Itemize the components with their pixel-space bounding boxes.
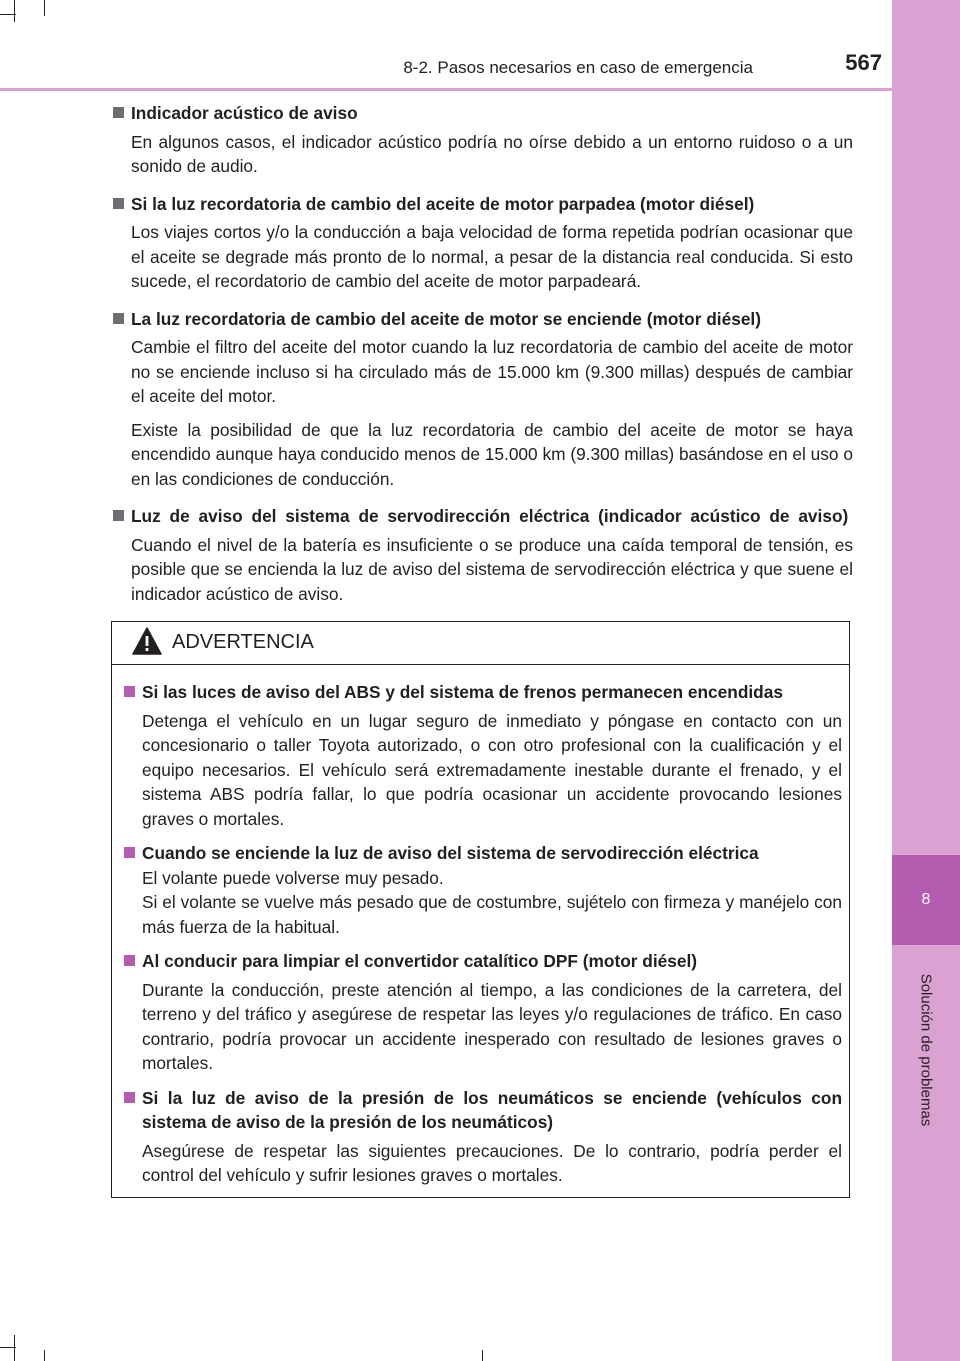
paragraph: Durante la conducción, preste atención al tiempo, a las condiciones de la carretera, del terreno y del tráfico y asegúrese de respetar las leyes y/o regulaciones de tráfico. En caso contrario, podría provocar un accidente inesperado con resultado de lesiones graves o mortales. — [142, 979, 842, 1073]
section-title: 8-2. Pasos necesarios en caso de emergencia — [403, 58, 753, 77]
warning-section-dpf — [122, 949, 842, 1076]
section-heading — [111, 192, 853, 217]
section-heading — [111, 504, 853, 529]
chapter-side-tab — [892, 0, 960, 1361]
crop-mark — [44, 0, 45, 16]
warning-section-eps — [122, 841, 842, 939]
page-number: 567 — [845, 50, 882, 75]
section-acoustic-indicator — [111, 101, 853, 179]
square-bullet-icon — [113, 107, 124, 118]
crop-mark — [482, 1350, 483, 1361]
warning-heading — [122, 680, 842, 705]
section-heading-text: Si la luz recordatoria de cambio del aceite de motor parpadea (motor diésel) — [131, 193, 755, 214]
square-bullet-icon — [124, 1092, 135, 1103]
crop-mark — [14, 1335, 15, 1361]
section-heading — [111, 101, 853, 126]
section-heading — [111, 307, 853, 332]
warning-header — [112, 622, 849, 665]
warning-body — [122, 680, 842, 1198]
paragraph: El volante puede volverse muy pesado. — [142, 867, 444, 888]
square-bullet-icon — [113, 313, 124, 324]
chapter-label-text: Solución de problemas — [917, 973, 935, 1127]
section-eps-warning — [111, 504, 853, 606]
warning-heading-text: Si la luz de aviso de la presión de los neumáticos se enciende (vehículos con sistema de aviso de la presión de los neumáticos) — [142, 1087, 842, 1132]
paragraph: Si el volante se vuelve más pesado que de costumbre, sujételo con firmeza y manéjelo con más fuerza de la habitual. — [142, 892, 842, 937]
section-oil-reminder-on — [111, 307, 853, 492]
warning-triangle-icon — [132, 627, 162, 655]
paragraph: Los viajes cortos y/o la conducción a baja velocidad de forma repetida podrían ocasionar que el aceite se degrade más pronto de lo normal, a pesar de la distancia real conducida. Si esto sucede, el recordatorio de cambio del aceite de motor parpadeará. — [131, 222, 853, 291]
warning-heading — [122, 1086, 842, 1135]
crop-mark — [0, 1347, 16, 1348]
paragraph: Cuando el nivel de la batería es insuficiente o se produce una caída temporal de tensión, es posible que se encienda la luz de aviso del sistema de servodirección eléctrica y que suene el indicador acústico de aviso. — [131, 534, 853, 604]
header-divider — [0, 88, 892, 91]
crop-mark — [44, 1350, 45, 1361]
section-heading-text: La luz recordatoria de cambio del aceite de motor se enciende (motor diésel) — [131, 308, 761, 329]
warning-heading — [122, 841, 842, 866]
warning-box — [111, 621, 850, 1198]
square-bullet-icon — [124, 847, 135, 858]
square-bullet-icon — [124, 955, 135, 966]
warning-heading-text: Al conducir para limpiar el convertidor catalítico DPF (motor diésel) — [142, 951, 698, 971]
warning-heading-text: Cuando se enciende la luz de aviso del sistema de servodirección eléctrica — [142, 843, 759, 863]
crop-mark — [0, 14, 16, 15]
warning-section-abs — [122, 680, 842, 831]
paragraph: Asegúrese de respetar las siguientes precauciones. De lo contrario, podría perder el control del vehículo y sufrir lesiones graves o mortales. — [142, 1140, 842, 1185]
crop-mark — [14, 0, 15, 22]
section-oil-reminder-blinking — [111, 192, 853, 294]
main-content — [111, 101, 853, 619]
square-bullet-icon — [124, 686, 135, 697]
warning-title: ADVERTENCIA — [172, 631, 314, 653]
section-heading-text: Luz de aviso del sistema de servodirección eléctrica (indicador acústico de aviso) — [131, 506, 849, 526]
chapter-number: 8 — [892, 855, 960, 945]
square-bullet-icon — [113, 198, 124, 209]
warning-section-tpws — [122, 1086, 842, 1188]
paragraph: Cambie el filtro del aceite del motor cuando la luz recordatoria de cambio del aceite de motor no se enciende incluso si ha circulado más de 15.000 km (9.300 millas) después de cambiar el aceite del motor. — [131, 337, 853, 406]
chapter-label — [892, 955, 960, 1145]
paragraph: En algunos casos, el indicador acústico podría no oírse debido a un entorno ruidoso o a un sonido de audio. — [131, 131, 853, 176]
paragraph: Detenga el vehículo en un lugar seguro de inmediato y póngase en contacto con un concesionario o taller Toyota autorizado, o con otro profesional con la cualificación y el equipo necesarios. El vehículo será extremadamente inestable durante el frenado, y el sistema ABS podría fallar, lo que podría ocasionar un accidente provocando lesiones graves o mortales. — [142, 710, 842, 829]
square-bullet-icon — [113, 510, 124, 521]
paragraph: Existe la posibilidad de que la luz recordatoria de cambio del aceite de motor se haya encendido aunque haya conducido menos de 15.000 km (9.300 millas) basándose en el uso o en las condiciones de conducción. — [131, 419, 853, 489]
warning-heading-text: Si las luces de aviso del ABS y del sistema de frenos permanecen encendidas — [142, 682, 783, 702]
warning-heading — [122, 949, 842, 974]
section-heading-text: Indicador acústico de aviso — [131, 103, 358, 123]
